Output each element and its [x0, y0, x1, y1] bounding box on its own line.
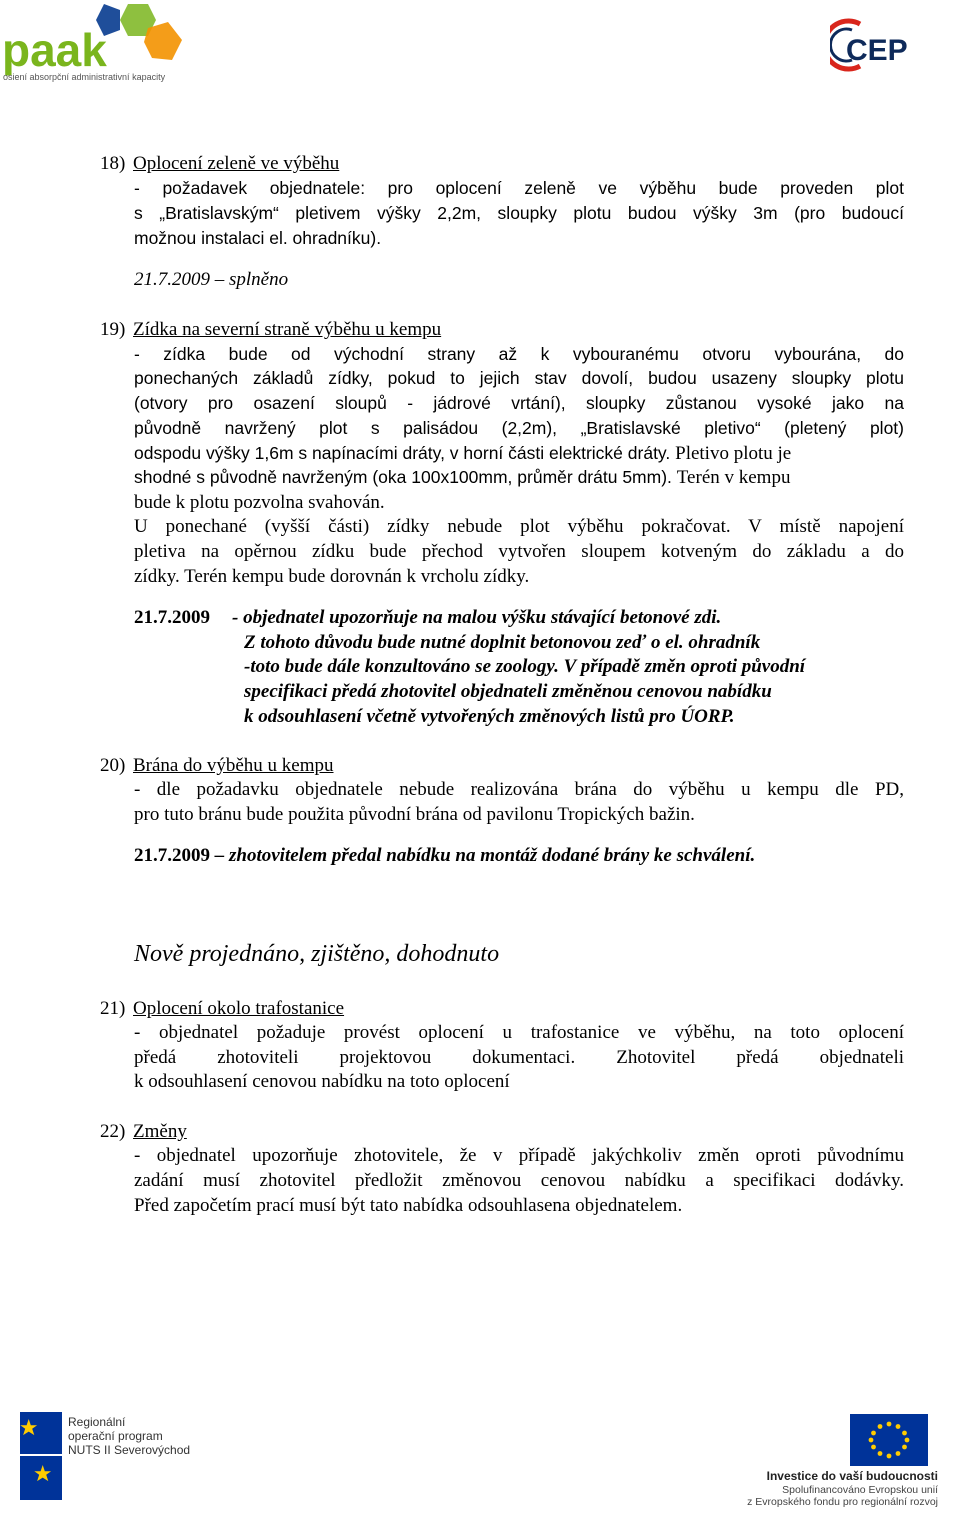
item-20-line-1: - dle požadavku objednatele nebude realizována brána do výběhu u kempu dle PD,: [134, 779, 904, 800]
item-20-status: [134, 843, 755, 868]
item-19-number: 19): [100, 319, 126, 340]
item-19-line-2: ponechaných základů zídky, pokud to jejich stav dovolí, budou usazeny sloupky plotu: [134, 368, 904, 388]
item-19-status-line-1: - objednatel upozorňuje na malou výšku stávající betonové zdi.: [232, 607, 722, 628]
item-19-status-line-4: specifikaci předá zhotovitel objednateli změněnou cenovou nabídku: [244, 681, 772, 702]
item-18-line-1: - požadavek objednatele: pro oplocení zeleně ve výběhu bude proveden plot: [134, 178, 904, 198]
item-19-status-date-text: 21.7.2009: [134, 607, 210, 628]
item-18-number: 18): [100, 153, 126, 174]
item-19-status-date: [134, 605, 210, 630]
item-18-status-date: 21.7.2009: [134, 269, 210, 290]
item-19-line-8: U ponechané (vyšší části) zídky nebude plot výběhu pokračovat. V místě napojení: [134, 516, 904, 537]
item-22-heading: [100, 1119, 187, 1144]
item-22-line-3: Před započetím prací musí být tato nabídka odsouhlasena objednatelem.: [134, 1195, 683, 1216]
item-20-status-text: – zhotovitelem předal nabídku na montáž dodané brány ke schválení.: [214, 845, 756, 866]
item-22-line-1: - objednatel upozorňuje zhotovitele, že v případě jakýchkoliv změn oproti původnímu: [134, 1145, 904, 1166]
item-21-title: Oplocení okolo trafostanice: [133, 998, 345, 1019]
paak-logo: [0, 0, 190, 90]
item-20-heading: [100, 753, 334, 778]
eu-flag-graphic: [740, 1412, 940, 1508]
item-19-status-line-2: Z tohoto důvodu bude nutné doplnit betonovou zeď o el. ohradník: [244, 632, 761, 653]
cep-logo-graphic: [830, 14, 956, 74]
item-19-heading: [100, 317, 441, 342]
paak-logo-graphic: [0, 0, 190, 90]
rop-logo: [20, 1412, 220, 1502]
item-19-line-3: (otvory pro osazení sloupů - jádrové vrtání), sloupky zůstanou vysoké jako na: [134, 393, 904, 413]
item-18-title: Oplocení zeleně ve výběhu: [133, 153, 340, 174]
paak-subtitle: osiení absorpční administrativní kapacity: [3, 72, 166, 82]
item-19-line-4: původně navržený plot s palisádou (2,2m), „Bratislavské pletivo“ (pletený plot): [134, 418, 904, 438]
item-22-line-2: zadání musí zhotovitel předložit změnovou cenovou nabídku a specifikaci dodávky.: [134, 1170, 904, 1191]
item-22-number: 22): [100, 1121, 126, 1142]
item-21-line-3: k odsouhlasení cenovou nabídku na toto oplocení: [134, 1071, 510, 1092]
item-19-line-6: [134, 465, 790, 490]
item-20-number: 20): [100, 755, 126, 776]
rop-logo-graphic: [20, 1412, 220, 1502]
cep-wordmark: CEP: [846, 34, 908, 67]
item-20-status-date: 21.7.2009: [134, 845, 210, 866]
eu-logo: [740, 1412, 940, 1508]
item-19-status-line-5: k odsouhlasení včetně vytvořených změnových listů pro ÚORP.: [244, 706, 735, 727]
item-21-line-1: - objednatel požaduje provést oplocení u trafostanice ve výběhu, na toto oplocení: [134, 1022, 904, 1043]
item-21-number: 21): [100, 998, 126, 1019]
item-19-line-10: zídky. Terén kempu bude dorovnán k vrcholu zídky.: [134, 566, 530, 587]
item-19-title: Zídka na severní straně výběhu u kempu: [133, 319, 442, 340]
rop-line-3: NUTS II Severovýchod: [68, 1443, 191, 1457]
item-19-line-5: [134, 441, 791, 466]
item-18-status: [134, 267, 288, 292]
item-20-line-2: pro tuto bránu bude použita původní brána od pavilonu Tropických bažin.: [134, 804, 695, 825]
item-19-line-6-tail: Terén v kempu: [676, 467, 791, 488]
item-19-line-9: pletiva na opěrnou zídku bude přechod vytvořen sloupem kotveným do základu a do: [134, 541, 904, 562]
rop-line-2: operační program: [68, 1429, 163, 1443]
item-18-line-2: s „Bratislavským“ pletivem výšky 2,2m, sloupky plotu budou výšky 3m (pro budoucí: [134, 203, 904, 223]
item-21-line-2: předá zhotoviteli projektovou dokumentaci. Zhotovitel předá objednateli: [134, 1047, 904, 1068]
item-19-line-7: bude k plotu pozvolna svahován.: [134, 492, 385, 513]
item-18-line-3: možnou instalaci el. ohradníku).: [134, 228, 382, 248]
eu-line-3: z Evropského fondu pro regionální rozvoj: [747, 1496, 938, 1508]
item-19-line-6-main: shodné s původně navrženým (oka 100x100mm, průměr drátu 5mm).: [134, 467, 672, 487]
item-18-heading: [100, 151, 339, 176]
item-19-status-line-3: -toto bude dále konzultováno se zoology. V případě změn oproti původní: [244, 656, 806, 677]
section-title: Nově projednáno, zjištěno, dohodnuto: [134, 941, 500, 967]
item-18-status-text: – splněno: [214, 269, 289, 290]
eu-line-1: Investice do vaší budoucnosti: [766, 1469, 938, 1483]
eu-line-2: Spolufinancováno Evropskou unií: [782, 1484, 938, 1496]
item-22-title: Změny: [133, 1121, 187, 1142]
cep-logo: [830, 14, 956, 74]
item-19-line-5-main: odspodu výšky 1,6m s napínacími dráty, v horní části elektrické dráty.: [134, 443, 671, 463]
item-19-line-1: - zídka bude od východní strany až k vybouranému otvoru vybourána, do: [134, 344, 904, 364]
item-20-title: Brána do výběhu u kempu: [133, 755, 334, 776]
paak-wordmark: paak: [2, 24, 107, 76]
item-21-heading: [100, 996, 344, 1021]
rop-line-1: Regionální: [68, 1415, 126, 1429]
item-19-line-5-tail: Pletivo plotu je: [675, 443, 792, 464]
